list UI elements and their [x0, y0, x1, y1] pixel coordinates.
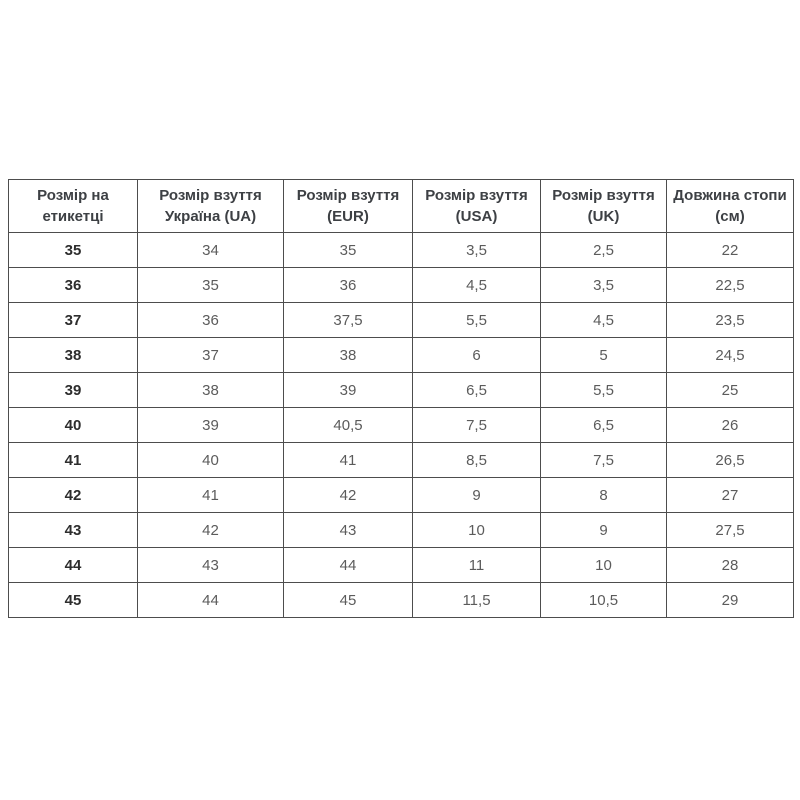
size-value-cell: 5 — [541, 338, 667, 373]
size-value-cell: 34 — [138, 233, 284, 268]
table-row — [9, 583, 794, 618]
table-row — [9, 303, 794, 338]
size-value-cell: 36 — [138, 303, 284, 338]
table-row — [9, 513, 794, 548]
size-value-cell: 4,5 — [413, 268, 541, 303]
table-header-row — [9, 180, 794, 233]
size-value-cell: 9 — [413, 478, 541, 513]
size-value-cell: 38 — [284, 338, 413, 373]
size-value-cell: 22,5 — [667, 268, 794, 303]
size-value-cell: 6,5 — [541, 408, 667, 443]
table-body — [9, 233, 794, 618]
size-value-cell: 24,5 — [667, 338, 794, 373]
size-value-cell: 26,5 — [667, 443, 794, 478]
table-row — [9, 233, 794, 268]
size-value-cell: 43 — [138, 548, 284, 583]
size-conversion-table-container — [8, 179, 793, 618]
column-header: Розмір взуття (USA) — [413, 180, 541, 233]
size-conversion-table — [8, 179, 794, 618]
size-value-cell: 44 — [284, 548, 413, 583]
size-value-cell: 3,5 — [413, 233, 541, 268]
size-value-cell: 8 — [541, 478, 667, 513]
size-value-cell: 35 — [284, 233, 413, 268]
size-value-cell: 5,5 — [413, 303, 541, 338]
table-row — [9, 548, 794, 583]
size-value-cell: 11,5 — [413, 583, 541, 618]
size-value-cell: 28 — [667, 548, 794, 583]
label-size-cell: 38 — [9, 338, 138, 373]
size-value-cell: 41 — [284, 443, 413, 478]
size-value-cell: 11 — [413, 548, 541, 583]
size-value-cell: 2,5 — [541, 233, 667, 268]
size-value-cell: 37,5 — [284, 303, 413, 338]
size-value-cell: 6 — [413, 338, 541, 373]
size-value-cell: 6,5 — [413, 373, 541, 408]
column-header: Розмір на етикетці — [9, 180, 138, 233]
size-value-cell: 35 — [138, 268, 284, 303]
label-size-cell: 39 — [9, 373, 138, 408]
column-header: Розмір взуття (UK) — [541, 180, 667, 233]
label-size-cell: 40 — [9, 408, 138, 443]
size-value-cell: 10,5 — [541, 583, 667, 618]
size-value-cell: 27 — [667, 478, 794, 513]
size-value-cell: 26 — [667, 408, 794, 443]
label-size-cell: 35 — [9, 233, 138, 268]
label-size-cell: 44 — [9, 548, 138, 583]
label-size-cell: 36 — [9, 268, 138, 303]
size-value-cell: 4,5 — [541, 303, 667, 338]
table-row — [9, 443, 794, 478]
label-size-cell: 37 — [9, 303, 138, 338]
size-value-cell: 9 — [541, 513, 667, 548]
column-header: Розмір взуття (EUR) — [284, 180, 413, 233]
table-row — [9, 373, 794, 408]
size-value-cell: 8,5 — [413, 443, 541, 478]
size-value-cell: 43 — [284, 513, 413, 548]
size-value-cell: 44 — [138, 583, 284, 618]
size-value-cell: 10 — [541, 548, 667, 583]
size-value-cell: 5,5 — [541, 373, 667, 408]
size-value-cell: 39 — [284, 373, 413, 408]
column-header: Довжина стопи (см) — [667, 180, 794, 233]
size-value-cell: 7,5 — [413, 408, 541, 443]
table-row — [9, 408, 794, 443]
table-row — [9, 338, 794, 373]
size-value-cell: 27,5 — [667, 513, 794, 548]
size-value-cell: 41 — [138, 478, 284, 513]
size-value-cell: 45 — [284, 583, 413, 618]
size-value-cell: 42 — [284, 478, 413, 513]
size-value-cell: 40,5 — [284, 408, 413, 443]
table-row — [9, 268, 794, 303]
size-value-cell: 29 — [667, 583, 794, 618]
label-size-cell: 43 — [9, 513, 138, 548]
size-value-cell: 7,5 — [541, 443, 667, 478]
column-header: Розмір взуття Україна (UA) — [138, 180, 284, 233]
size-value-cell: 10 — [413, 513, 541, 548]
size-value-cell: 36 — [284, 268, 413, 303]
size-value-cell: 25 — [667, 373, 794, 408]
size-value-cell: 40 — [138, 443, 284, 478]
table-header — [9, 180, 794, 233]
size-value-cell: 22 — [667, 233, 794, 268]
label-size-cell: 42 — [9, 478, 138, 513]
size-value-cell: 23,5 — [667, 303, 794, 338]
label-size-cell: 45 — [9, 583, 138, 618]
size-value-cell: 39 — [138, 408, 284, 443]
label-size-cell: 41 — [9, 443, 138, 478]
size-value-cell: 38 — [138, 373, 284, 408]
size-value-cell: 42 — [138, 513, 284, 548]
size-value-cell: 37 — [138, 338, 284, 373]
size-value-cell: 3,5 — [541, 268, 667, 303]
table-row — [9, 478, 794, 513]
